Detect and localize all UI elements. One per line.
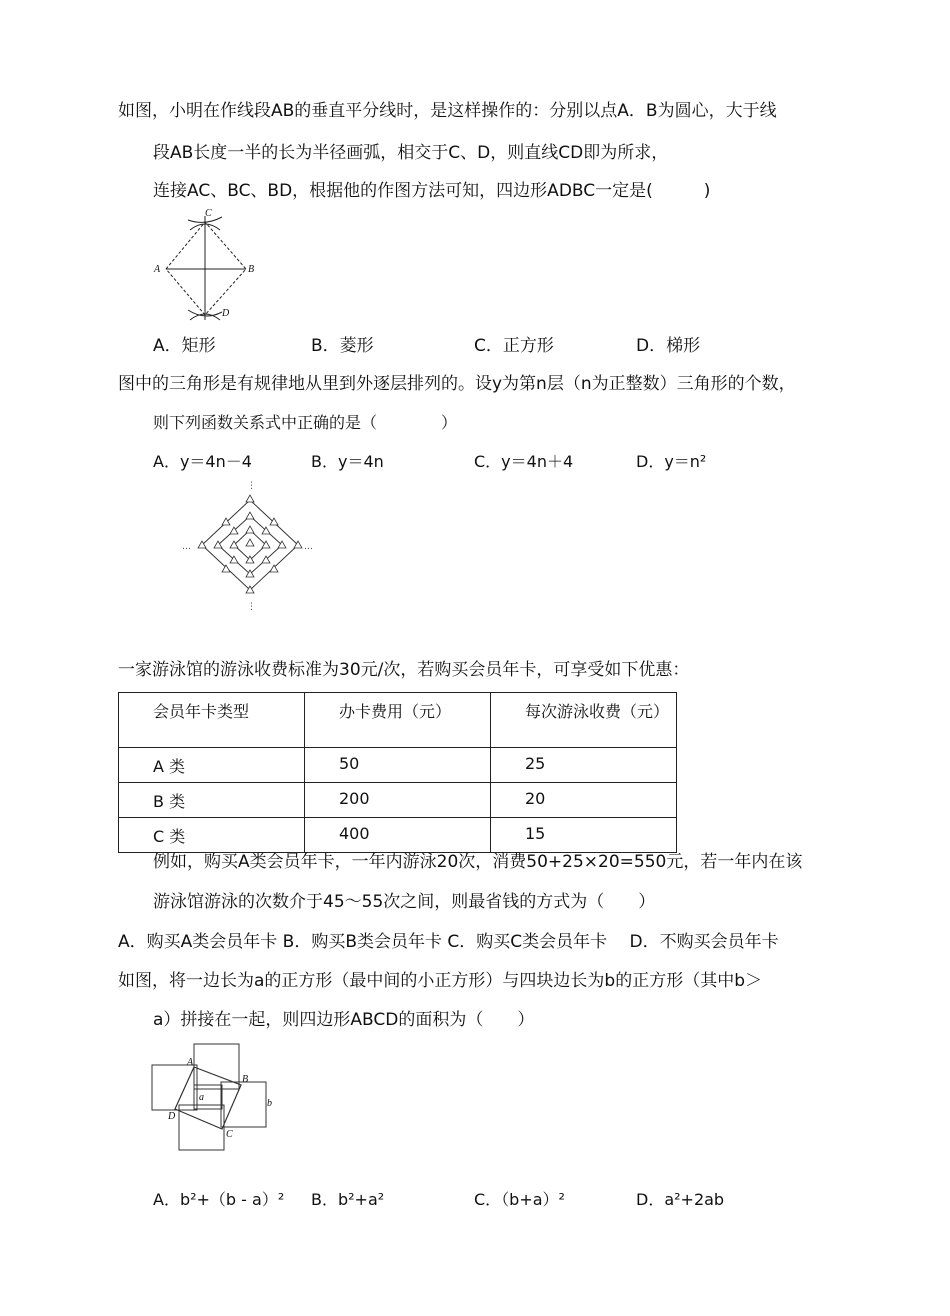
label-a: A <box>187 1057 194 1068</box>
q4-square-figure <box>150 1040 275 1155</box>
header-card-type: 会员年卡类型 <box>119 693 305 748</box>
q3-text-line2: 游泳馆游泳的次数介于45～55次之间，则最省钱的方式为（ ） <box>153 892 656 912</box>
q4-option-b: B．b²+a² <box>311 1190 385 1209</box>
label-d: D <box>222 308 230 319</box>
q4-option-a: A．b²+（b - a）² <box>153 1190 285 1209</box>
q1-text-line2: 段AB长度一半的长为半径画弧，相交于C、D，则直线CD即为所求， <box>153 143 669 163</box>
label-a: A <box>154 264 161 275</box>
quadrilateral-abcd <box>175 1067 241 1129</box>
label-side-b: b <box>267 1098 272 1109</box>
label-side-a: a <box>199 1092 204 1103</box>
q4-text-line2: a）拼接在一起，则四边形ABCD的面积为（ ） <box>153 1010 535 1030</box>
fee-table <box>118 692 677 853</box>
q4-option-c: C．（b+a）² <box>474 1190 565 1209</box>
table-row <box>119 818 677 853</box>
q1-text-line1: 如图，小明在作线段AB的垂直平分线时，是这样操作的：分别以点A．B为圆心，大于线 <box>118 101 777 121</box>
q3-intro: 一家游泳馆的游泳收费标准为30元/次，若购买会员年卡，可享受如下优惠： <box>118 660 690 680</box>
label-c: C <box>226 1129 233 1140</box>
cell-type: B 类 <box>119 783 305 818</box>
q2-option-a: A．y＝4n－4 <box>153 452 252 471</box>
triangles <box>198 495 302 593</box>
cell-per-swim: 20 <box>491 783 677 818</box>
q1-figure <box>150 208 265 323</box>
q1-option-b: B．菱形 <box>311 336 374 356</box>
label-b: B <box>248 264 255 275</box>
table-row <box>119 748 677 783</box>
q2-text-line2: 则下列函数关系式中正确的是（ ） <box>153 413 458 432</box>
cell-fee: 50 <box>305 748 491 783</box>
cell-fee: 200 <box>305 783 491 818</box>
dots-left: … <box>182 542 191 552</box>
q1-option-c: C．正方形 <box>474 336 554 356</box>
q2-option-b: B．y＝4n <box>311 452 384 471</box>
q1-option-a: A．矩形 <box>153 336 216 356</box>
dots-top: ⋮ <box>247 481 256 491</box>
dots-bottom: ⋮ <box>247 602 256 612</box>
label-c: C <box>205 208 212 219</box>
label-b: B <box>242 1074 249 1085</box>
q2-option-c: C．y＝4n＋4 <box>474 452 574 471</box>
label-d: D <box>168 1111 176 1122</box>
table-row <box>119 783 677 818</box>
q1-text-line3: 连接AC、BC、BD，根据他的作图方法可知，四边形ADBC一定是( ) <box>153 181 711 201</box>
q4-option-d: D．a²+2ab <box>636 1190 725 1209</box>
header-card-fee: 办卡费用（元） <box>305 693 491 748</box>
table-header-row <box>119 693 677 748</box>
q4-text-line1: 如图，将一边长为a的正方形（最中间的小正方形）与四块边长为b的正方形（其中b＞ <box>118 971 762 991</box>
q2-text-line1: 图中的三角形是有规律地从里到外逐层排列的。设y为第n层（n为正整数）三角形的个数， <box>118 374 796 394</box>
cell-per-swim: 15 <box>491 818 677 853</box>
q1-option-d: D．梯形 <box>636 336 701 356</box>
q2-option-d: D．y＝n² <box>636 452 707 471</box>
square-left <box>152 1065 197 1110</box>
header-per-swim-fee: 每次游泳收费（元） <box>491 693 677 748</box>
cell-per-swim: 25 <box>491 748 677 783</box>
cell-type: C 类 <box>119 818 305 853</box>
q3-options: A．购买A类会员年卡 B．购买B类会员年卡 C．购买C类会员年卡 D．不购买会员年卡 <box>118 932 779 952</box>
q3-text-line1: 例如，购买A类会员年卡，一年内游泳20次，消费50+25×20=550元，若一年内在该 <box>153 852 803 872</box>
dots-right: … <box>304 542 313 552</box>
cell-type: A 类 <box>119 748 305 783</box>
q2-triangle-figure <box>180 478 320 613</box>
cell-fee: 400 <box>305 818 491 853</box>
